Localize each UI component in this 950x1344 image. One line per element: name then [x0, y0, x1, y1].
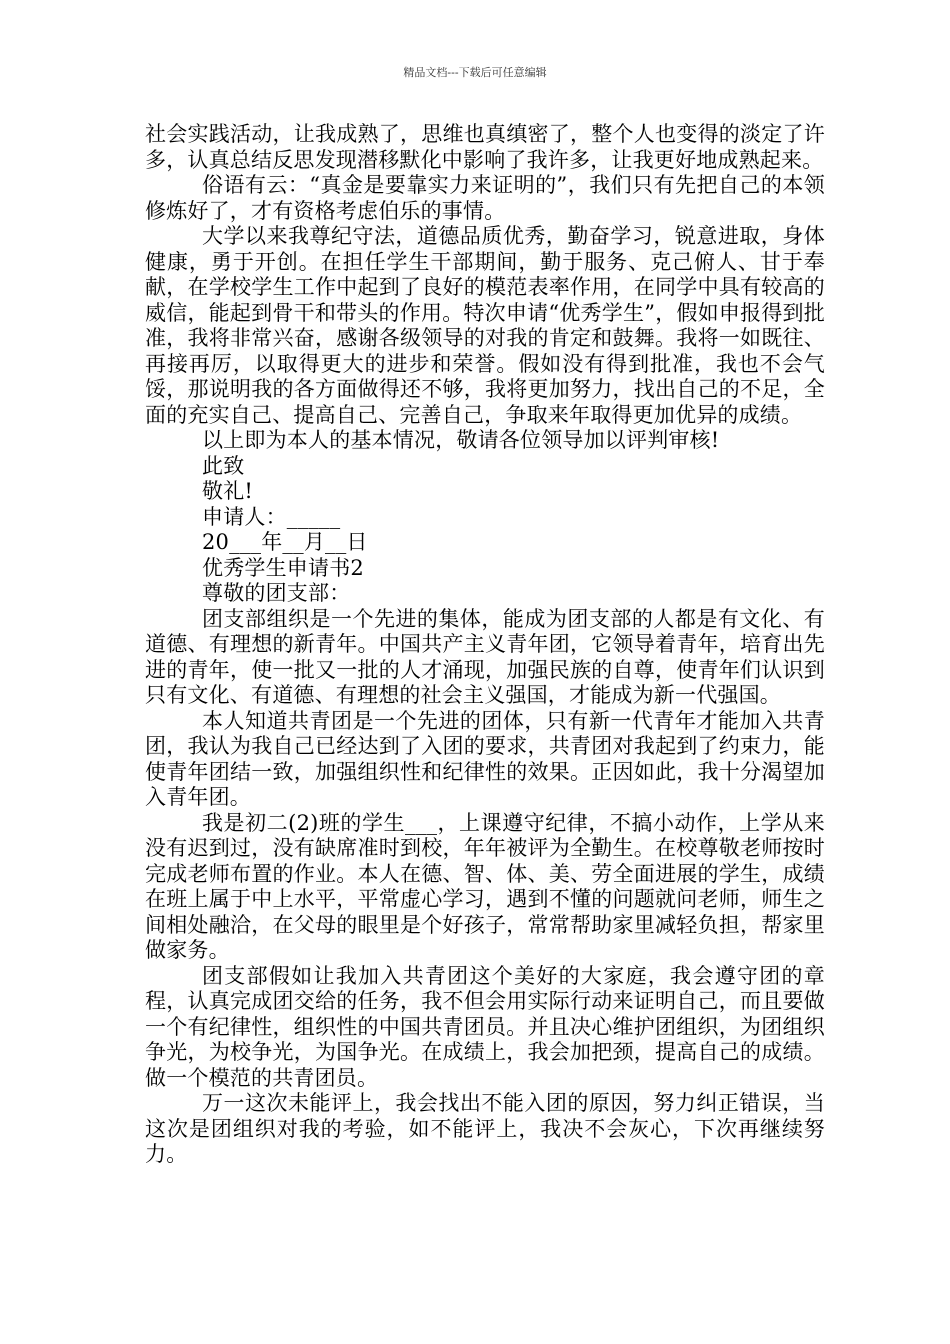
paragraph-5: 本人知道共青团是一个先进的团体，只有新一代青年才能加入共青团，我认为我自己已经达到了入团的要求，共青团对我起到了约束力，能使青年团结一致，加强组织性和纪律性的效果。正因如此，我十分渴望加入青年团。	[145, 708, 825, 809]
paragraph-1: 社会实践活动，让我成熟了，思维也真缜密了，整个人也变得的淡定了许多，认真总结反思发现潜移默化中影响了我许多，让我更好地成熟起来。	[145, 122, 825, 172]
salutation-jingli: 敬礼!	[202, 479, 254, 503]
section-title: 优秀学生申请书2	[202, 555, 364, 580]
page-header: 精品文档---下载后可任意编辑	[403, 66, 547, 79]
applicant-line: 申请人：_____	[202, 504, 341, 529]
salutation-cizhi: 此致	[202, 453, 245, 478]
paragraph-7: 团支部假如让我加入共青团这个美好的大家庭，我会遵守团的章程，认真完成团交给的任务，我不但会用实际行动来证明自己，而且要做一个有纪律性，组织性的中国共青团员。并且决心维护团组织，为团组织争光，为校争光，为国争光。在成绩上，我会加把颈，提高自己的成绩。做一个模范的共青团员。	[145, 963, 825, 1090]
paragraph-2: 俗语有云：“真金是要靠实力来证明的”，我们只有先把自己的本领修炼好了，才有资格考虑伯乐的事情。	[145, 173, 825, 223]
paragraph-4: 团支部组织是一个先进的集体，能成为团支部的人都是有文化、有道德、有理想的新青年。中国共产主义青年团，它领导着青年，培育出先进的青年，使一批又一批的人才涌现，加强民族的自尊，使青年们认识到只有文化、有道德、有理想的社会主义强国，才能成为新一代强国。	[145, 606, 825, 707]
closing-statement: 以上即为本人的基本情况，敬请各位领导加以评判审核!	[202, 428, 720, 452]
document-body	[145, 122, 825, 1168]
paragraph-3: 大学以来我尊纪守法，道德品质优秀，勤奋学习，锐意进取，身体健康，勇于开创。在担任学生干部期间，勤于服务、克己俯人、甘于奉献，在学校学生工作中起到了良好的模范表率作用，在同学中具有较高的威信，能起到骨干和带头的作用。特次申请“优秀学生”，假如申报得到批准，我将非常兴奋，感谢各级领导的对我的肯定和鼓舞。我将一如既往、再接再厉，以取得更大的进步和荣誉。假如没有得到批准，我也不会气馁，那说明我的各方面做得还不够，我将更加努力，找出自己的不足，全面的充实自己、提高自己、完善自己，争取来年取得更加优异的成绩。	[145, 224, 825, 427]
paragraph-6: 我是初二(2)班的学生___，上课遵守纪律，不搞小动作，上学从来没有迟到过，没有缺席准时到校，年年被评为全勤生。在校尊敬老师按时完成老师布置的作业。本人在德、智、体、美、劳全面进展的学生，成绩在班上属于中上水平，平常虚心学习，遇到不懂的问题就问老师，师生之间相处融洽，在父母的眼里是个好孩子，常常帮助家里减轻负担，帮家里做家务。	[145, 810, 825, 962]
date-line: 20___年__月__日	[202, 530, 368, 554]
paragraph-8: 万一这次未能评上，我会找出不能入团的原因，努力纠正错误，当这次是团组织对我的考验，如不能评上，我决不会灰心，下次再继续努力。	[145, 1091, 825, 1166]
letter-greeting: 尊敬的团支部：	[202, 581, 351, 605]
